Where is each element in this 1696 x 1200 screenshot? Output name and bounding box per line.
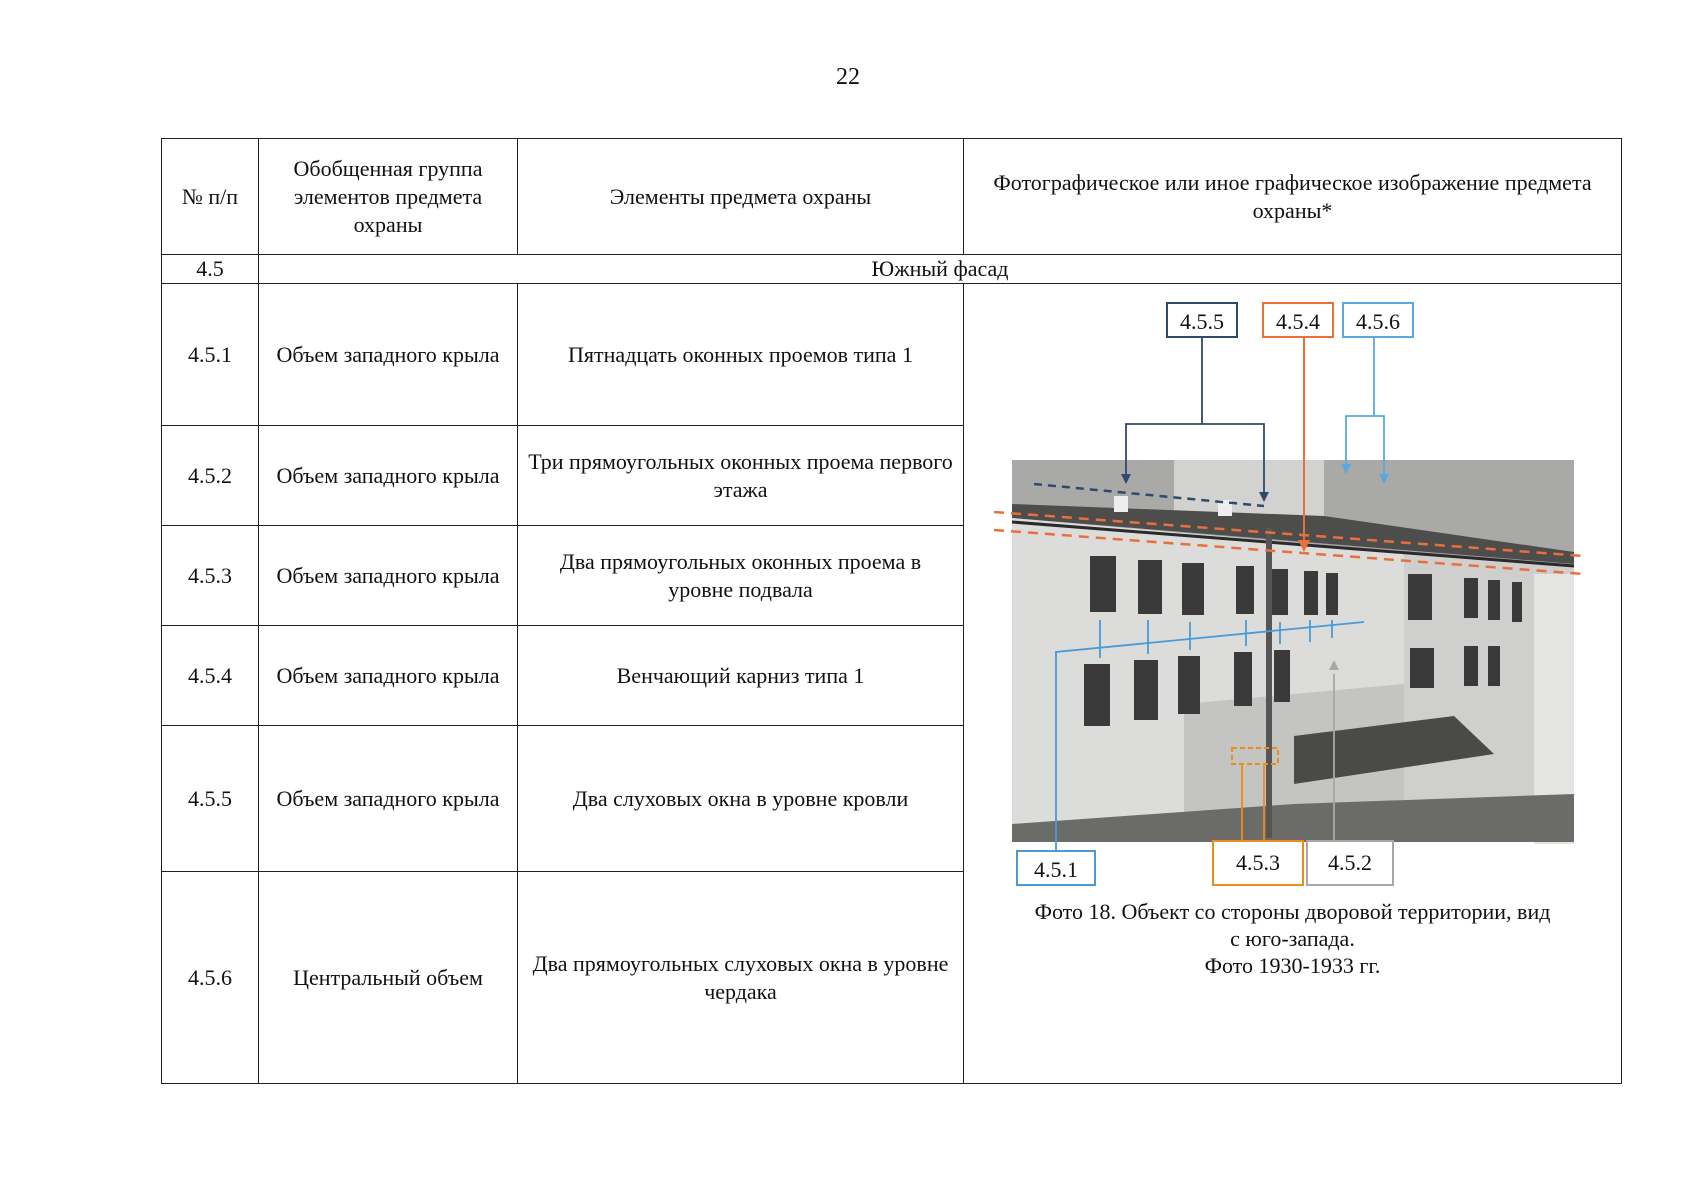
row-num: 4.5.1 bbox=[162, 284, 259, 426]
row-group: Объем западного крыла bbox=[259, 526, 518, 626]
row-group: Объем западного крыла bbox=[259, 626, 518, 726]
row-element: Два прямоугольных оконных проема в уровне подвала bbox=[518, 526, 964, 626]
photo-caption bbox=[964, 898, 1621, 979]
callout-456: 4.5.6 bbox=[1342, 302, 1414, 338]
section-num: 4.5 bbox=[162, 255, 259, 284]
row-group: Объем западного крыла bbox=[259, 726, 518, 872]
row-element: Три прямоугольных оконных проема первого этажа bbox=[518, 426, 964, 526]
protection-table bbox=[161, 138, 1622, 1084]
row-element: Два прямоугольных слуховых окна в уровне чердака bbox=[518, 872, 964, 1084]
photo-figure bbox=[964, 284, 1621, 1083]
section-row bbox=[162, 255, 1622, 284]
header-image: Фотографическое или иное графическое изображение предмета охраны* bbox=[964, 139, 1622, 255]
caption-line-1: Фото 18. Объект со стороны дворовой территории, вид bbox=[1034, 899, 1551, 924]
photo-cell bbox=[964, 284, 1622, 1084]
row-num: 4.5.3 bbox=[162, 526, 259, 626]
header-group: Обобщенная группа элементов предмета охраны bbox=[259, 139, 518, 255]
section-title: Южный фасад bbox=[259, 255, 1622, 284]
row-element: Венчающий карниз типа 1 bbox=[518, 626, 964, 726]
table-row bbox=[162, 284, 1622, 426]
row-element: Два слуховых окна в уровне кровли bbox=[518, 726, 964, 872]
table-header-row bbox=[162, 139, 1622, 255]
row-group: Центральный объем bbox=[259, 872, 518, 1084]
callout-453: 4.5.3 bbox=[1212, 840, 1304, 886]
row-num: 4.5.6 bbox=[162, 872, 259, 1084]
callout-455: 4.5.5 bbox=[1166, 302, 1238, 338]
row-num: 4.5.2 bbox=[162, 426, 259, 526]
caption-line-3: Фото 1930-1933 гг. bbox=[1204, 953, 1381, 978]
callout-451: 4.5.1 bbox=[1016, 850, 1096, 886]
page-number: 22 bbox=[836, 64, 860, 90]
header-elements: Элементы предмета охраны bbox=[518, 139, 964, 255]
callout-454: 4.5.4 bbox=[1262, 302, 1334, 338]
row-group: Объем западного крыла bbox=[259, 426, 518, 526]
row-element: Пятнадцать оконных проемов типа 1 bbox=[518, 284, 964, 426]
row-num: 4.5.5 bbox=[162, 726, 259, 872]
header-num: № п/п bbox=[162, 139, 259, 255]
row-num: 4.5.4 bbox=[162, 626, 259, 726]
row-group: Объем западного крыла bbox=[259, 284, 518, 426]
callout-452: 4.5.2 bbox=[1306, 840, 1394, 886]
caption-line-2: с юго-запада. bbox=[1230, 926, 1355, 951]
